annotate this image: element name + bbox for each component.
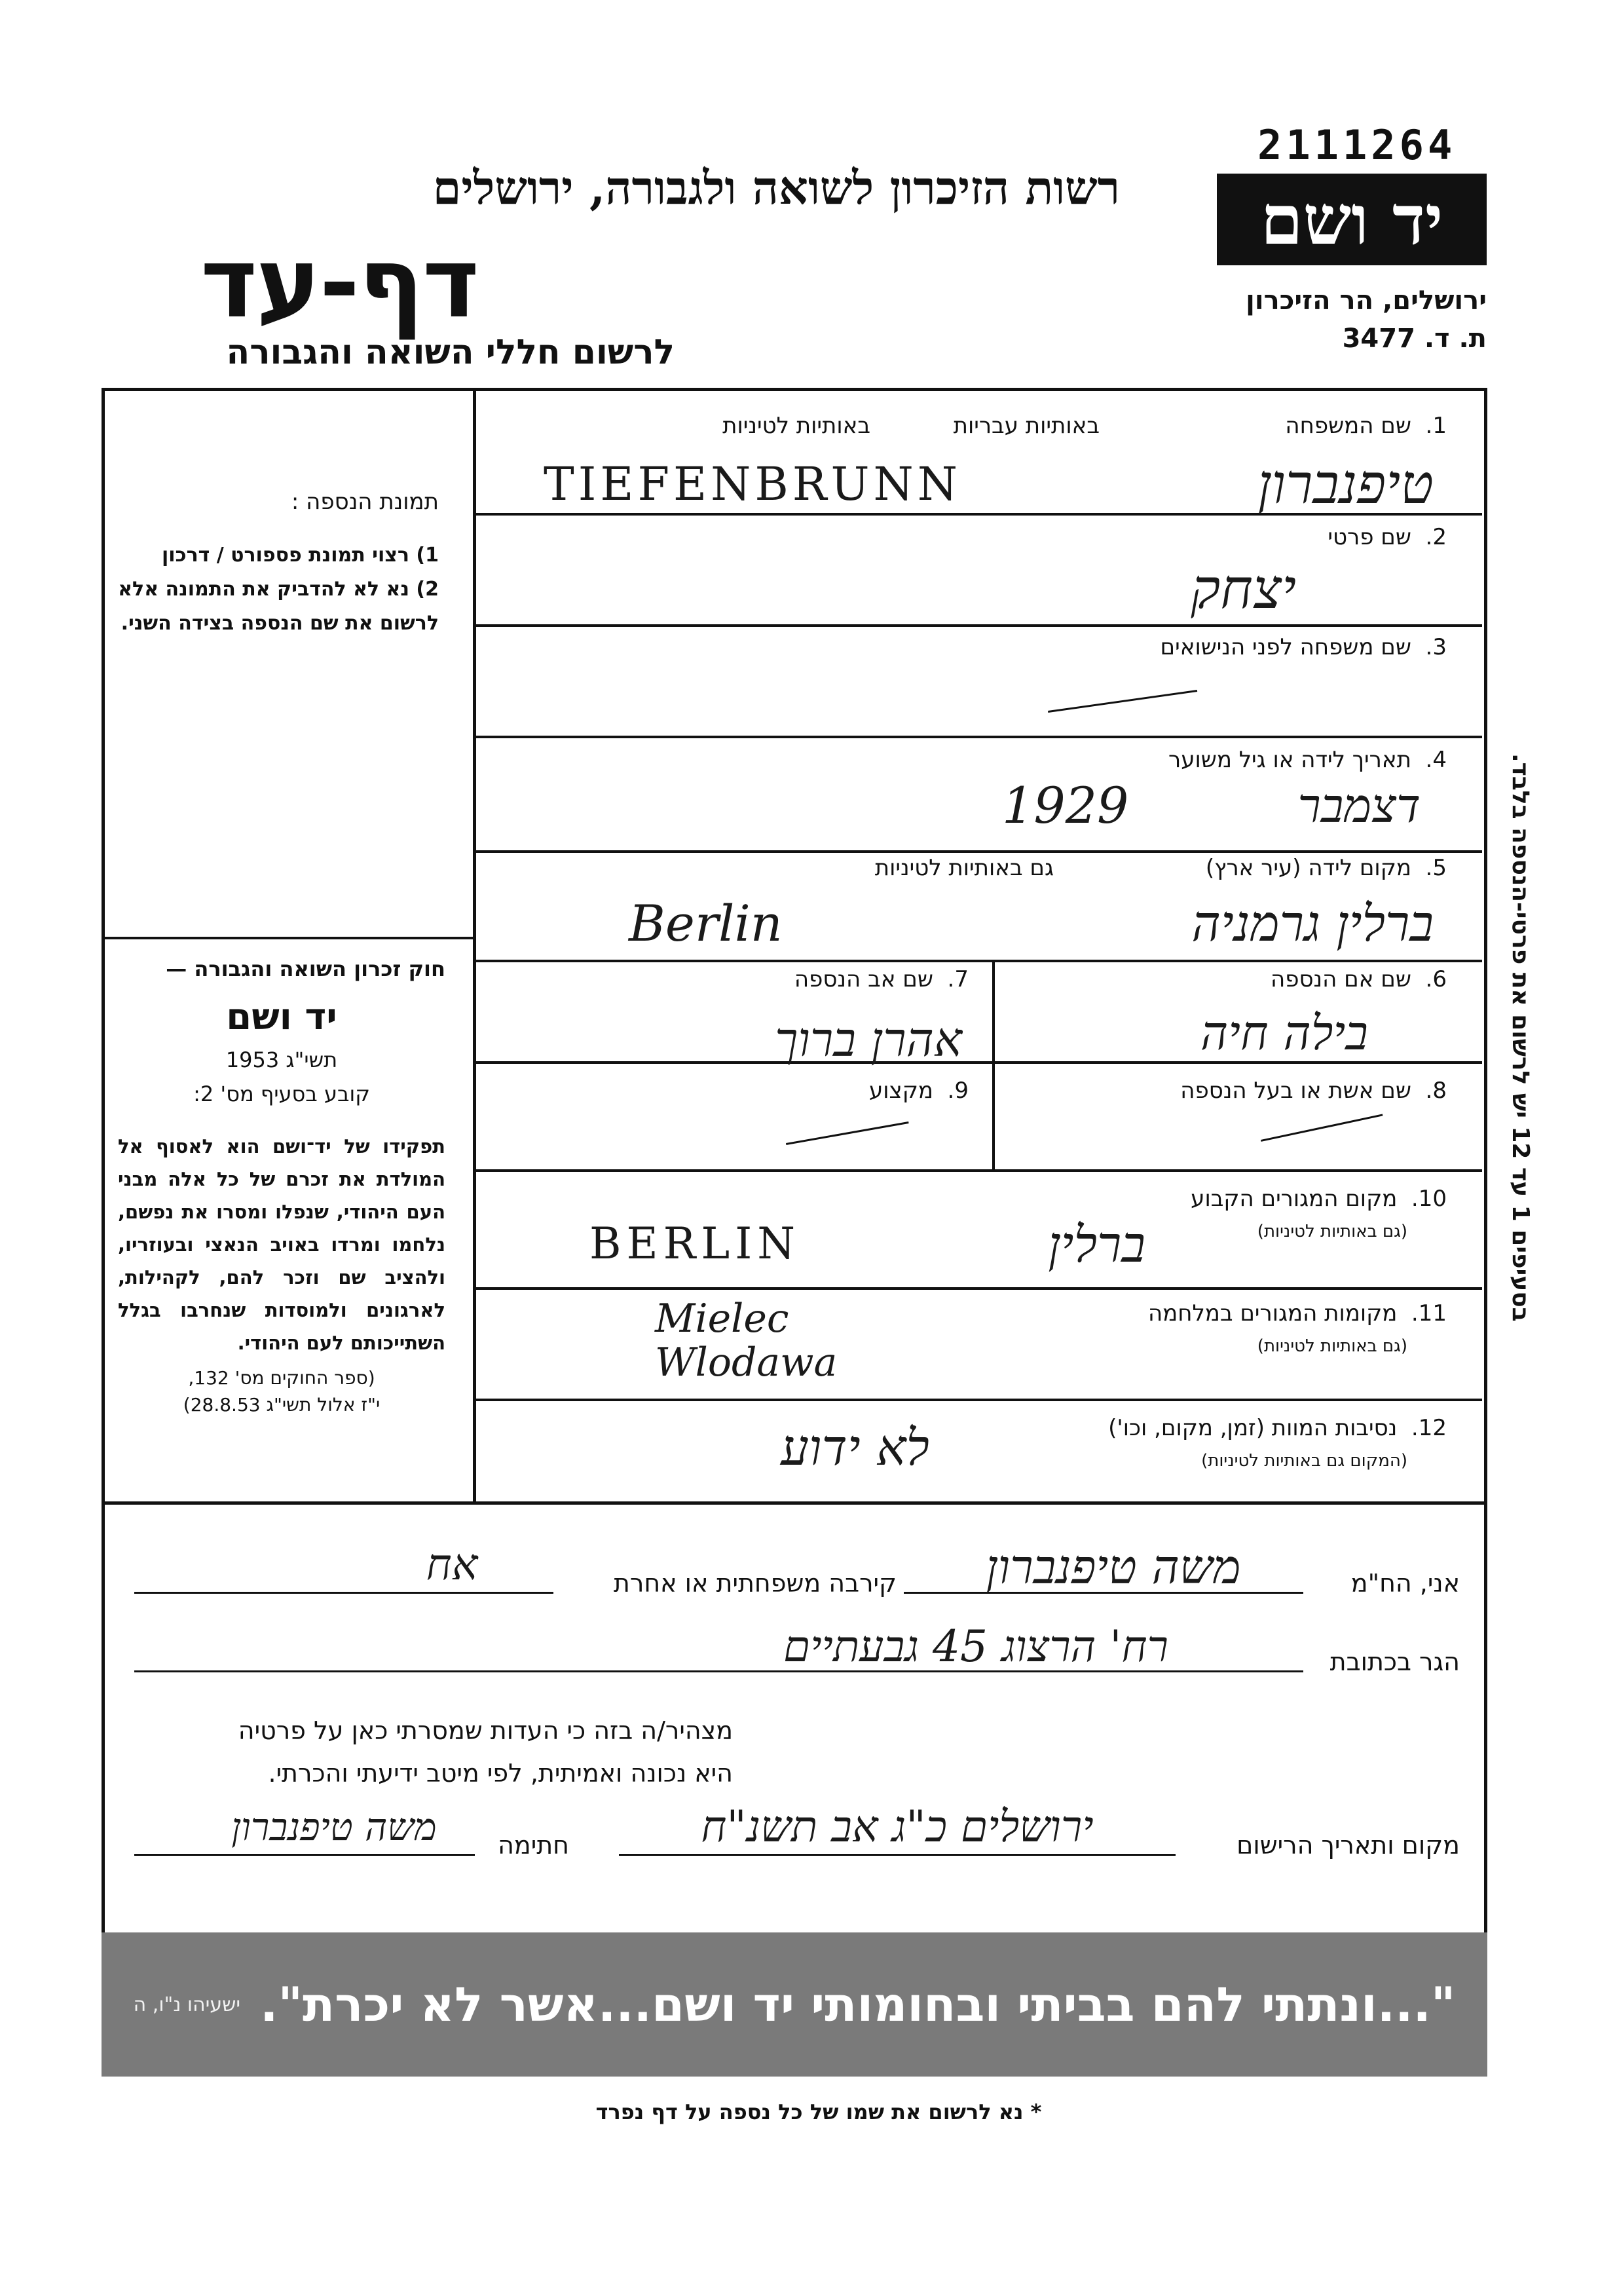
declaration-place-date-label: מקום ותאריך הרישום bbox=[1236, 1831, 1460, 1860]
photo-instructions bbox=[118, 485, 439, 641]
logo-address bbox=[1217, 282, 1487, 358]
declaration-right-border bbox=[1484, 1505, 1487, 1932]
banner-quote: "...ונתתי להם בביתי ובחומותי יד ושם...אשר לא יכרת". bbox=[260, 1977, 1456, 2032]
field-5-latin-label: גם באותיות לטיניות bbox=[874, 855, 1054, 881]
field-6-label: 6. שם אם הנספה bbox=[1271, 966, 1447, 992]
left-section-divider bbox=[102, 937, 473, 939]
organization-title: רשות הזיכרון לשואה ולגבורה, ירושלים bbox=[432, 160, 1120, 215]
law-yad-vashem: יד ושם bbox=[226, 996, 337, 1038]
field-11-label: 11. מקומות המגורים במלחמה bbox=[1147, 1300, 1447, 1327]
photo-item-2: 2) נא לא להדביק את התמונה אלא לרשום את שם הנספה בצידה השני. bbox=[118, 578, 439, 635]
field-1-value-hebrew[interactable]: טיפנברון bbox=[1257, 452, 1434, 516]
field-1-value-latin[interactable]: TIEFENBRUNN bbox=[544, 457, 961, 511]
photo-item-1: 1) רצוי תמונת פספורט / דרכון bbox=[161, 544, 439, 567]
declaration-signature-line bbox=[134, 1854, 475, 1856]
yad-vashem-logo bbox=[1217, 174, 1487, 265]
declaration-relation-line bbox=[134, 1592, 553, 1594]
declaration-name-value[interactable]: משה טיפנברון bbox=[986, 1539, 1241, 1594]
field-1-label: 1. שם המשפחה bbox=[1285, 413, 1447, 439]
field-4-value-month[interactable]: דצמבר bbox=[1297, 778, 1421, 833]
law-excerpt bbox=[118, 956, 445, 1416]
declaration-relation-label: קירבה משפחתית או אחרת bbox=[613, 1569, 897, 1598]
declaration-signature-value[interactable]: משה טיפנברון bbox=[231, 1805, 437, 1849]
field-5-value-latin[interactable]: Berlin bbox=[629, 894, 783, 952]
quote-banner bbox=[102, 1932, 1487, 2077]
declaration-relation-value[interactable]: אח bbox=[426, 1539, 478, 1590]
law-heading: חוק זכרון השואה והגבורה — bbox=[166, 956, 445, 981]
declaration-place-date-line bbox=[619, 1854, 1176, 1856]
declaration-ani-label: אני, הח"מ bbox=[1350, 1569, 1460, 1598]
declaration-address-value[interactable]: רח' הרצוג 45 גבעתיים bbox=[783, 1621, 1168, 1672]
field-10-value-hebrew[interactable]: ברלין bbox=[1048, 1215, 1145, 1273]
page-title: דף-עד bbox=[200, 227, 478, 339]
side-note bbox=[1500, 753, 1539, 1539]
field-11-sublabel: (גם באותיות לטיניות) bbox=[1257, 1336, 1407, 1356]
field-7-value[interactable]: אהרן ברוך bbox=[775, 1012, 962, 1067]
field-5-value-hebrew[interactable]: ברלין גרמניה bbox=[1191, 894, 1434, 952]
field-12-sublabel: (המקום גם באותיות לטיניות) bbox=[1201, 1451, 1407, 1471]
field-10-sublabel: (גם באותיות לטיניות) bbox=[1257, 1222, 1407, 1241]
field-12-value[interactable]: לא ידוע bbox=[781, 1418, 929, 1477]
document-number: 2111264 bbox=[1257, 121, 1457, 169]
law-paragraph: תפקידו של יד־ושם הוא לאסוף אל המולדת את זכרם של כל אלה מבני העם היהודי, שנפלו ומסרו את נפשם, נלחמו ומרדו באויב הנאצי ובעוזריו, ולהציב שם וזכר להם, לקהילות, לארגונים ולמוסדות שנחרבו בגלל השתייכותם לעם היהודי. bbox=[118, 1135, 445, 1354]
law-year: תשי"ג 1953 bbox=[225, 1047, 338, 1072]
field-5-label: 5. מקום לידה (עיר ארץ) bbox=[1205, 855, 1447, 881]
photo-title: תמונת הנספה : bbox=[291, 489, 439, 515]
field-3-label: 3. שם משפחה לפני הנישואים bbox=[1160, 634, 1447, 660]
field-2-label: 2. שם פרטי bbox=[1328, 524, 1447, 550]
field-10-label: 10. מקום המגורים הקבוע bbox=[1191, 1186, 1447, 1212]
declaration-place-date-value[interactable]: ירושלים כ"ג אב תשנ"ח bbox=[701, 1801, 1094, 1852]
field-4-value-year[interactable]: 1929 bbox=[1002, 776, 1129, 835]
side-note-text: בסעיפים 1 עד 12 יש לרשום את פרטי-הנספה בלבד. bbox=[1507, 753, 1534, 1322]
declaration-statement-2: היא נכונה ואמיתית, לפי מיטב ידיעתי והכרתי. bbox=[268, 1759, 733, 1788]
field-2-value[interactable]: יצחק bbox=[1191, 557, 1296, 621]
field-8-label: 8. שם אשת או בעל הנספה bbox=[1180, 1078, 1447, 1104]
banner-source: ישעיהו נ"ו, ה bbox=[133, 1993, 241, 2016]
field-6-value[interactable]: בילה חיה bbox=[1200, 1006, 1368, 1061]
field-9-label: 9. מקצוע bbox=[868, 1078, 969, 1104]
declaration-left-border bbox=[102, 1505, 105, 1932]
declaration-statement-1: מצהיר/ה בזה כי העדות שמסרתי כאן על פרטיה bbox=[238, 1716, 733, 1745]
field-10-value-latin[interactable]: BERLIN bbox=[589, 1218, 801, 1269]
law-citation-2: י"ז אלול תשי"ג 28.8.53) bbox=[183, 1394, 381, 1416]
field-1-hebrew-label: באותיות עבריות bbox=[953, 413, 1100, 439]
footer-note: * נא לרשום את שמו של כל נספה על דף נפרד bbox=[595, 2099, 1042, 2124]
field-12-label: 12. נסיבות המוות (זמן, מקום, וכו') bbox=[1108, 1415, 1447, 1441]
logo-address-line2: ת. ד. 3477 bbox=[1342, 324, 1487, 354]
declaration-address-label: הגר בכתובת bbox=[1329, 1647, 1460, 1676]
field-4-label: 4. תאריך לידה או גיל משוער bbox=[1168, 747, 1447, 773]
field-11-value-2[interactable]: Wlodawa bbox=[655, 1340, 838, 1385]
declaration-signature-label: חתימה bbox=[498, 1831, 569, 1860]
logo-text: יד ושם bbox=[1260, 179, 1443, 260]
field-7-label: 7. שם אב הנספה bbox=[794, 966, 969, 992]
law-citation-1: (ספר החוקים מס' 132, bbox=[188, 1367, 375, 1389]
page-subtitle: לרשום חללי השואה והגבורה bbox=[226, 333, 675, 372]
logo-address-line1: ירושלים, הר הזיכרון bbox=[1246, 286, 1487, 316]
law-clause: קובע בסעיף מס' 2: bbox=[193, 1082, 370, 1106]
field-11-value-1[interactable]: Mielec bbox=[655, 1296, 789, 1342]
field-1-latin-label: באותיות לטיניות bbox=[722, 413, 870, 439]
